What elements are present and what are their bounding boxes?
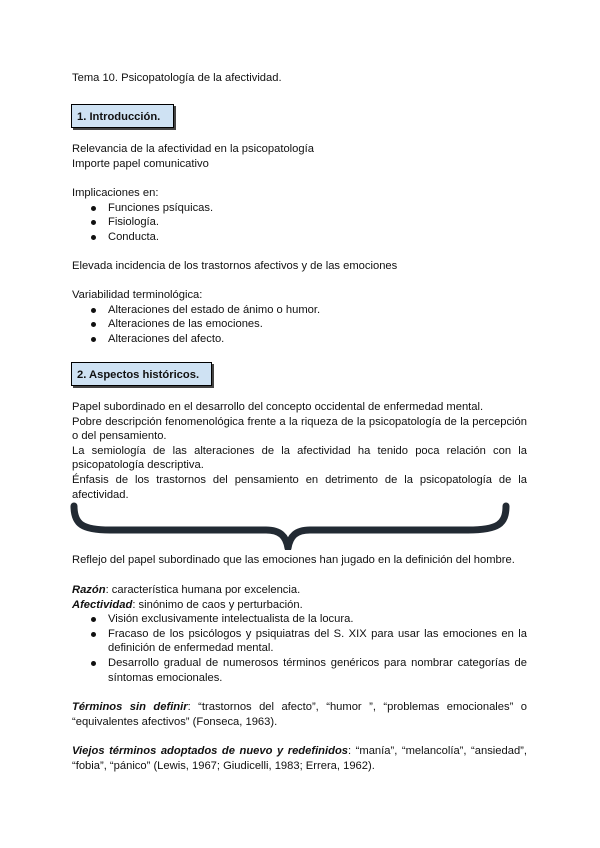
implicaciones-list [72, 201, 527, 245]
reflejo-line: Reflejo del papel subordinado que las emociones han jugado en la definición del hombre. [72, 554, 515, 566]
list-item: Funciones psíquicas. [72, 201, 527, 216]
incidencia-line: Elevada incidencia de los trastornos afectivos y de las emociones [72, 260, 398, 272]
viejos-paragraph [72, 744, 527, 773]
variabilidad-label: Variabilidad terminológica: [72, 289, 203, 301]
afectividad-line [72, 598, 303, 613]
intro-line-2: Importe papel comunicativo [72, 157, 209, 170]
section-heading-aspectos-historicos: 2. Aspectos históricos. [71, 362, 212, 386]
variabilidad-list [72, 303, 527, 347]
razon-text: : característica humana por excelencia. [105, 584, 301, 596]
curly-brace-graphic [70, 502, 510, 550]
viejos-text: : “manía”, “melancolía”, “ansiedad”, “fobia”, “pánico” (Lewis, 1967; Giudicelli, 1983; Errera, 1962). [72, 745, 527, 772]
list-item: Desarrollo gradual de numerosos términos genéricos para nombrar categorías de síntomas emocionales. [72, 656, 527, 685]
list-item: Alteraciones de las emociones. [72, 317, 527, 332]
list-item: Alteraciones del afecto. [72, 332, 527, 347]
historicos-line-2: Pobre descripción fenomenológica frente a la riqueza de la psicopatología de la percepción o del pensamiento. [72, 415, 527, 443]
terminos-text: : “trastornos del afecto”, “humor ”, “problemas emocionales” o “equivalentes afectivos” (Fonseca, 1963). [72, 701, 528, 728]
intro-line-1: Relevancia de la afectividad en la psicopatología [72, 143, 314, 155]
afectividad-term: Afectividad [72, 598, 133, 611]
list-item: Fracaso de los psicólogos y psiquiatras del S. XIX para usar las emociones en la definición de enfermedad mental. [72, 627, 527, 656]
historicos-line-3: La semiología de las alteraciones de la afectividad ha tenido poca relación con la psicopatología descriptiva. [72, 444, 527, 472]
terminos-paragraph [72, 700, 527, 729]
razon-term: Razón [72, 584, 106, 596]
list-item: Visión exclusivamente intelectualista de la locura. [72, 612, 527, 627]
historicos-paragraph [72, 400, 527, 502]
list-item: Fisiología. [72, 215, 527, 230]
section-heading-introduccion: 1. Introducción. [71, 104, 174, 128]
terminos-term: Términos sin definir [72, 701, 188, 713]
implicaciones-label: Implicaciones en: [72, 187, 159, 199]
afectividad-text: : sinónimo de caos y perturbación. [132, 598, 303, 611]
document-title: Tema 10. Psicopatología de la afectividad. [72, 72, 282, 84]
afectividad-list [72, 612, 527, 685]
viejos-term: Viejos términos adoptados de nuevo y redefinidos [72, 745, 349, 757]
list-item: Conducta. [72, 230, 527, 245]
historicos-line-1: Papel subordinado en el desarrollo del concepto occidental de enfermedad mental. [72, 401, 484, 413]
razon-line [72, 583, 300, 598]
historicos-line-4: Énfasis de los trastornos del pensamiento en detrimento de la psicopatología de la afectividad. [72, 473, 527, 501]
list-item: Alteraciones del estado de ánimo o humor. [72, 303, 527, 318]
